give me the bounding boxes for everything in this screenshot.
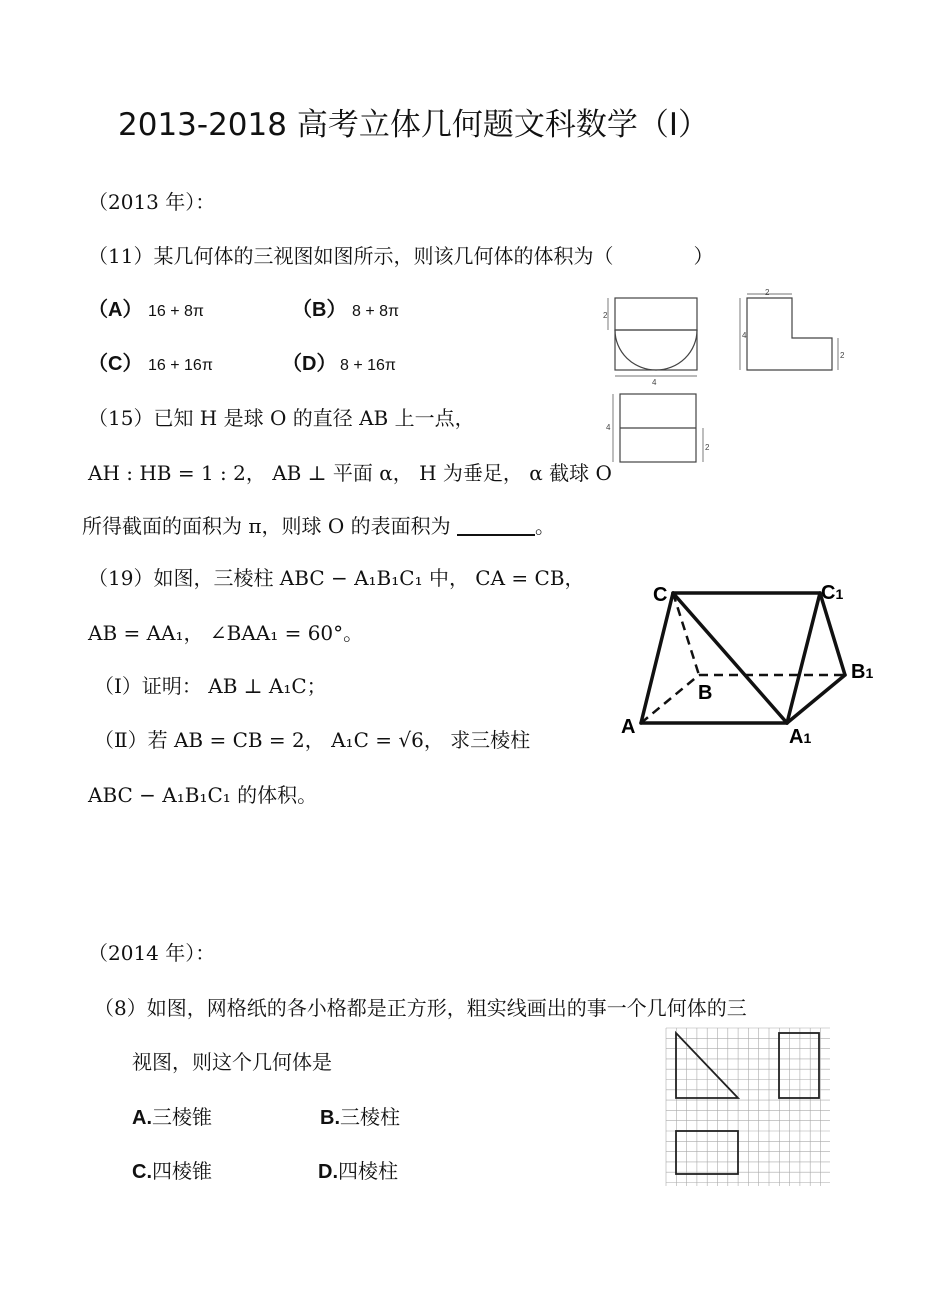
q8-line-2: 视图，则这个几何体是: [132, 1050, 332, 1074]
year-heading-2013: （2013 年）：: [88, 190, 216, 214]
edge-c1-b1: [820, 593, 845, 675]
q8-option-c-label: C.: [132, 1161, 152, 1183]
side-top-label: 2: [765, 288, 770, 297]
q19-prism-figure: [615, 578, 885, 748]
page-title: 2013-2018 高考立体几何题文科数学（Ⅰ）: [118, 107, 709, 143]
vertex-label-a1: [789, 726, 811, 748]
q8-option-a-text: 三棱锥: [152, 1105, 212, 1129]
side-view-rectangle: [779, 1033, 819, 1098]
vertex-label-a1-sub: 1: [803, 730, 812, 746]
q15-line-1: （15）已知 H 是球 O 的直径 AB 上一点，: [88, 406, 475, 430]
q11-option-b-label: （B）: [292, 299, 347, 321]
q8-option-c-text: 四棱锥: [152, 1159, 212, 1183]
vertex-label-c1-letter: C: [821, 582, 836, 604]
year-heading-2014: （2014 年）：: [88, 941, 216, 965]
q15-line-3: [82, 516, 555, 536]
q8-option-a-label: A.: [132, 1107, 152, 1129]
front-view: [608, 298, 697, 376]
q15-line-3-end: 。: [534, 514, 555, 538]
vertex-label-b: B: [698, 682, 713, 704]
q8-option-b-label: B.: [320, 1107, 340, 1129]
q8-line-1: （8）如图，网格纸的各小格都是正方形，粗实线画出的事一个几何体的三: [94, 996, 747, 1020]
vertex-label-b1-letter: B: [851, 661, 866, 683]
vertex-label-c1-sub: 1: [835, 586, 844, 602]
edge-c-a1: [673, 593, 787, 723]
q19-part-1: （Ⅰ）证明： AB ⊥ A₁C；: [94, 674, 327, 698]
q11-stem: （11）某几何体的三视图如图所示，则该几何体的体积为（ ）: [88, 244, 714, 268]
q11-option-c-value: 16 + 16π: [148, 357, 213, 374]
vertex-label-c1: [821, 582, 843, 604]
q11-option-a-value: 16 + 8π: [148, 303, 204, 320]
q19-part-2-continued: ABC − A₁B₁C₁ 的体积。: [88, 783, 318, 807]
front-height-label: 2: [603, 311, 608, 320]
edge-c-a: [641, 593, 673, 723]
top-step-label: 2: [705, 443, 710, 452]
vertex-label-c: C: [653, 584, 668, 606]
q11-option-a-label: （A）: [88, 299, 143, 321]
vertex-label-a1-letter: A: [789, 726, 804, 748]
q11-option-c-label: （C）: [88, 353, 143, 375]
q8-option-c: [132, 1161, 212, 1182]
side-height-label: 4: [742, 331, 747, 340]
q11-three-view-figure: [600, 288, 850, 468]
q11-option-b-value: 8 + 8π: [352, 303, 400, 320]
q8-option-b: [320, 1107, 400, 1128]
side-view: [740, 294, 838, 370]
top-height-label: 4: [606, 423, 611, 432]
q8-grid-figure: [666, 1028, 832, 1188]
vertex-label-a: A: [621, 716, 636, 738]
q19-line-1: （19）如图，三棱柱 ABC − A₁B₁C₁ 中， CA = CB，: [88, 566, 585, 590]
q8-option-d-label: D.: [318, 1161, 338, 1183]
q19-part-2: （Ⅱ）若 AB = CB = 2， A₁C = √6， 求三棱柱: [94, 728, 531, 752]
front-width-label: 4: [652, 378, 657, 387]
q19-line-2: AB = AA₁， ∠BAA₁ = 60°。: [88, 621, 364, 645]
vertex-label-b1-sub: 1: [865, 665, 874, 681]
q15-line-3-text: 所得截面的面积为 π，则球 O 的表面积为: [82, 514, 457, 538]
q8-option-d-text: 四棱柱: [338, 1159, 398, 1183]
q11-option-d-value: 8 + 16π: [340, 357, 396, 374]
vertex-label-b1: [851, 661, 873, 683]
q15-line-2: AH : HB = 1 : 2， AB ⊥ 平面 α， H 为垂足， α 截球 O: [88, 461, 612, 485]
q11-option-d-label: （D）: [282, 353, 337, 375]
grid-lines: [666, 1028, 830, 1186]
q8-option-b-text: 三棱柱: [340, 1105, 400, 1129]
q8-option-a: [132, 1107, 212, 1128]
q8-option-d: [318, 1161, 398, 1182]
top-view: [613, 394, 703, 462]
edge-c1-a1: [787, 593, 820, 723]
side-step-label: 2: [840, 351, 845, 360]
answer-blank: [457, 516, 535, 536]
